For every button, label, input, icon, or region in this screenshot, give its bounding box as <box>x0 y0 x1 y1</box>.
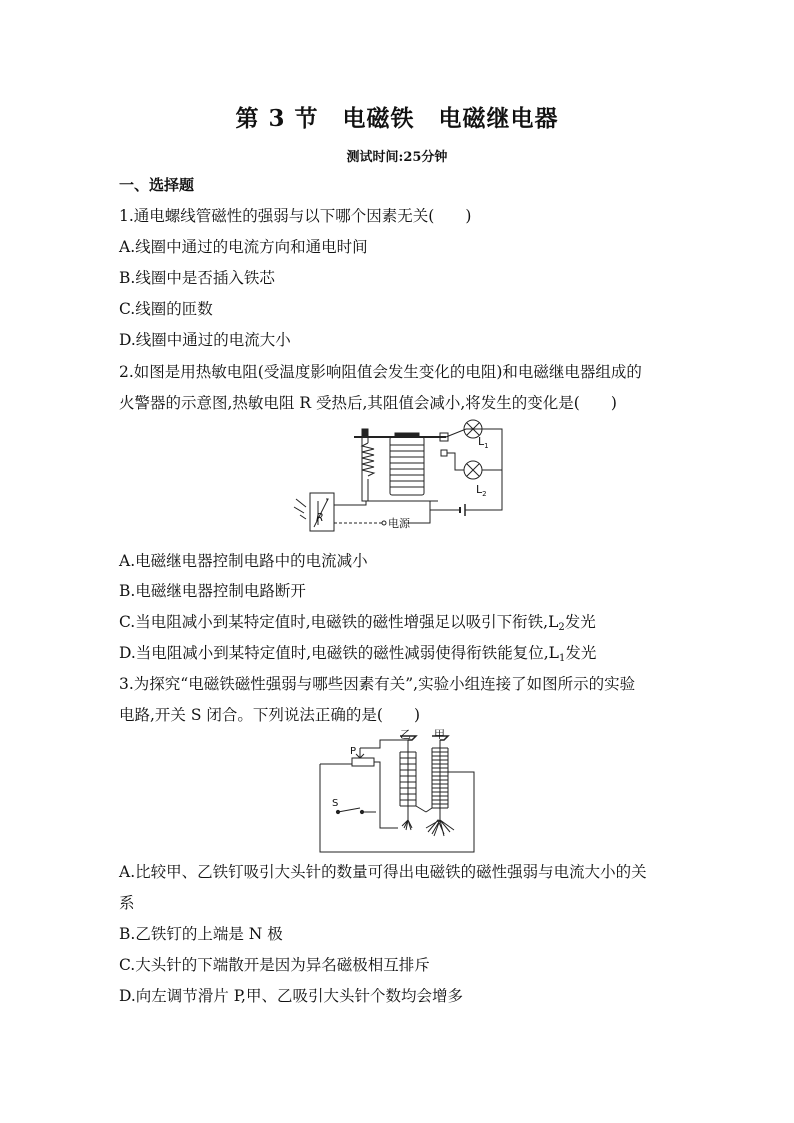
q2-stem-line2: 火警器的示意图,热敏电阻 R 受热后,其阻值会减小,将发生的变化是( ) <box>119 394 617 412</box>
q2-option-d: D.当电阻减小到某特定值时,电磁铁的磁性减弱使得衔铁能复位$,L_1$发光 <box>119 644 597 664</box>
q1-option-c: C.线圈的匝数 <box>119 300 213 318</box>
switch-s-label: S <box>332 798 339 809</box>
test-time: 测试时间:25分钟 <box>346 150 448 165</box>
lamp-l2-label: $L_2$ <box>476 483 487 498</box>
q3-stem-line2: 电路,开关 S 闭合。下列说法正确的是( ) <box>119 706 420 724</box>
q1-option-d: D.线圈中通过的电流大小 <box>119 331 291 349</box>
q2-option-b: B.电磁继电器控制电路断开 <box>119 582 306 600</box>
q3-option-a-line1: A.比较甲、乙铁钉吸引大头针的数量可得出电磁铁的磁性强弱与电流大小的关 <box>119 863 647 881</box>
page-title: 第 3 节 电磁铁 电磁继电器 <box>235 105 559 132</box>
q2-option-a: A.电磁继电器控制电路中的电流减小 <box>119 552 368 570</box>
electromagnet-experiment-figure <box>316 728 478 852</box>
q1-stem: 1.通电螺线管磁性的强弱与以下哪个因素无关( ) <box>119 207 472 225</box>
q1-option-b: B.线圈中是否插入铁芯 <box>119 269 275 287</box>
q3-option-b: B.乙铁钉的上端是 N 极 <box>119 925 283 943</box>
q1-option-a: A.线圈中通过的电流方向和通电时间 <box>119 238 368 256</box>
q3-option-d: D.向左调节滑片 P,甲、乙吸引大头针个数均会增多 <box>119 987 463 1005</box>
lamp-l1-label: $L_1$ <box>478 435 489 450</box>
q2-option-c: C.当电阻减小到某特定值时,电磁铁的磁性增强足以吸引下衔铁$,L_2$发光 <box>119 613 596 633</box>
power-source-label: 电源 <box>388 517 410 530</box>
section-heading: 一、选择题 <box>119 176 195 194</box>
thermistor-label: R <box>316 511 324 524</box>
q3-option-c: C.大头针的下端散开是因为异名磁极相互排斥 <box>119 956 430 974</box>
nail-yi-label: 乙 <box>400 728 411 741</box>
fire-alarm-circuit-figure <box>290 415 505 535</box>
q3-stem-line1: 3.为探究“电磁铁磁性强弱与哪些因素有关”,实验小组连接了如图所示的实验 <box>119 675 636 693</box>
q2-stem-line1: 2.如图是用热敏电阻(受温度影响阻值会发生变化的电阻)和电磁继电器组成的 <box>119 363 642 381</box>
q3-option-a-line2: 系 <box>119 894 135 912</box>
slider-p-label: P <box>350 746 357 757</box>
nail-jia-label: 甲 <box>434 728 445 741</box>
